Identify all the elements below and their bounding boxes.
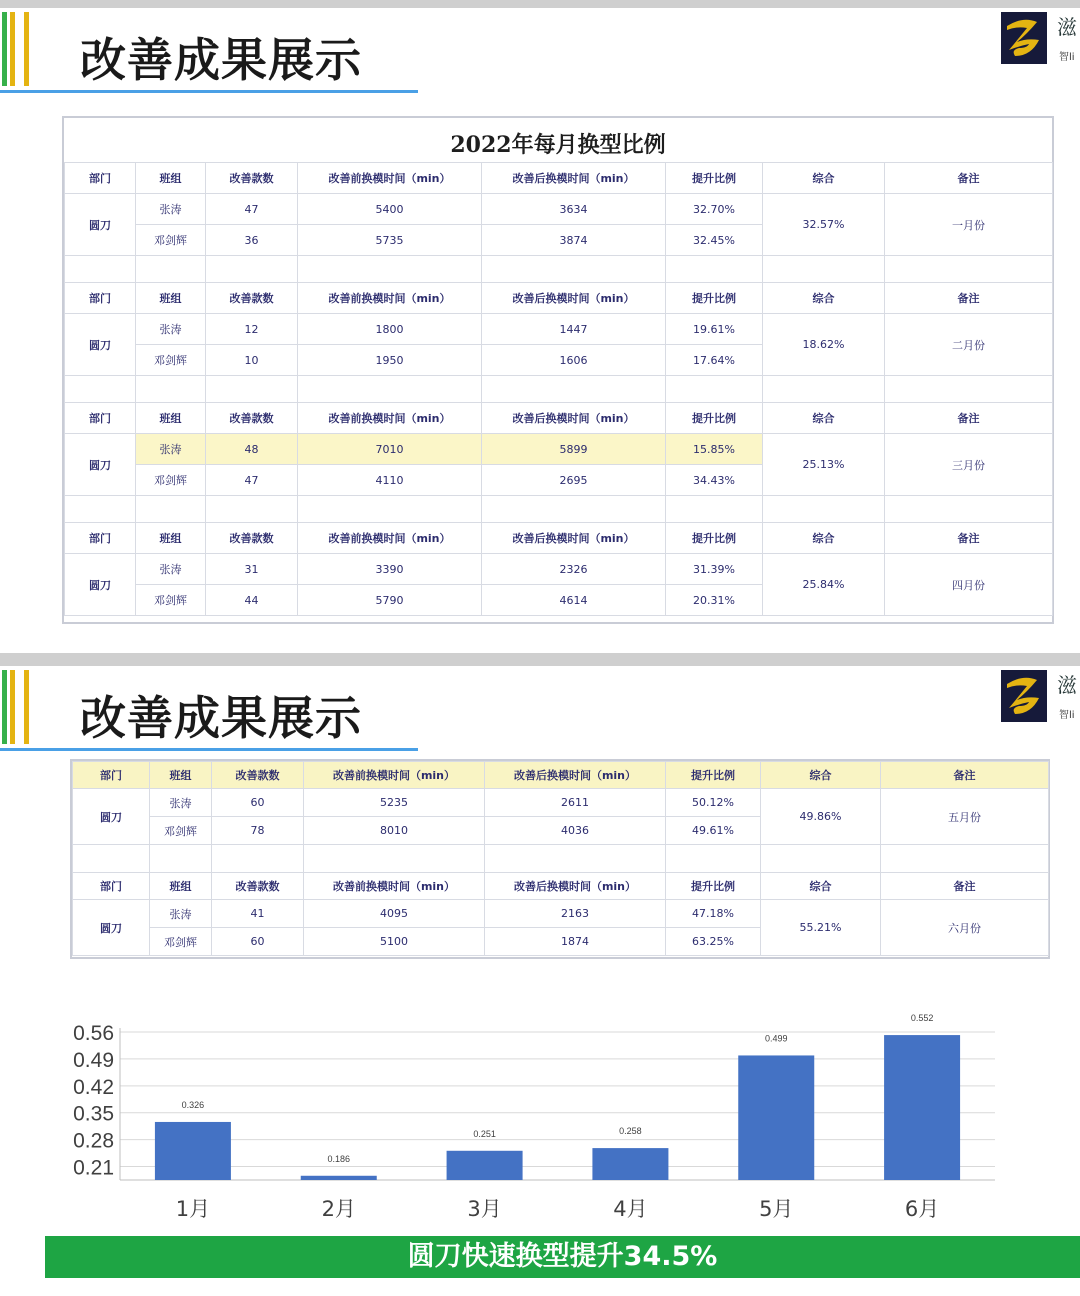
column-header: 备注 [881, 873, 1049, 900]
table-cell: 8010 [304, 817, 485, 845]
table-cell: 63.25% [666, 928, 761, 956]
table-cell: 3874 [482, 225, 666, 256]
table-header-row [65, 523, 1053, 554]
table-cell: 47 [206, 465, 298, 496]
data-label: 0.186 [327, 1153, 351, 1164]
column-header: 部门 [65, 283, 136, 314]
column-header: 提升比例 [666, 163, 763, 194]
note-cell: 三月份 [885, 434, 1053, 496]
y-tick-label: 0.35 [73, 1102, 114, 1126]
table-row [65, 194, 1053, 225]
column-header: 部门 [65, 403, 136, 434]
column-header: 提升比例 [666, 873, 761, 900]
column-header: 改善款数 [206, 283, 298, 314]
table-cell: 47.18% [666, 900, 761, 928]
table-cell: 12 [206, 314, 298, 345]
column-header: 改善款数 [206, 403, 298, 434]
table-cell: 47 [206, 194, 298, 225]
table-cell: 44 [206, 585, 298, 616]
column-header: 备注 [885, 523, 1053, 554]
table-cell: 49.61% [666, 817, 761, 845]
dept-cell: 圆刀 [73, 900, 150, 956]
bar-6 [884, 1035, 960, 1180]
dept-cell: 圆刀 [65, 554, 136, 616]
table-cell: 2163 [485, 900, 666, 928]
table-cell: 邓剑辉 [136, 465, 206, 496]
total-cell: 49.86% [761, 789, 881, 845]
x-tick-label: 5月 [759, 1197, 794, 1221]
table-header-row [65, 163, 1053, 194]
logo-subtext: 智li [1059, 52, 1075, 63]
column-header: 部门 [73, 873, 150, 900]
table-cell: 10 [206, 345, 298, 376]
column-header: 改善后换模时间（min） [482, 523, 666, 554]
column-header: 改善前换模时间（min） [304, 873, 485, 900]
note-cell: 四月份 [885, 554, 1053, 616]
table-title: 2022年每月换型比例 [450, 132, 666, 158]
column-header: 改善款数 [206, 523, 298, 554]
column-header: 改善后换模时间（min） [482, 283, 666, 314]
spacer-row [73, 845, 1049, 873]
y-tick-label: 0.49 [73, 1048, 114, 1072]
table-cell: 张涛 [150, 789, 212, 817]
column-header: 班组 [136, 523, 206, 554]
table-header-row [73, 873, 1049, 900]
page-title: 改善成果展示 [80, 691, 362, 745]
summary-banner [45, 1236, 1080, 1278]
table-cell: 41 [212, 900, 304, 928]
spacer-row [65, 256, 1053, 283]
ratio-table-panel-2 [70, 759, 1050, 959]
note-cell: 六月份 [881, 900, 1049, 956]
table-cell: 31.39% [666, 554, 763, 585]
y-tick-label: 0.21 [73, 1156, 114, 1180]
table-cell: 2326 [482, 554, 666, 585]
table-cell: 4095 [304, 900, 485, 928]
table-cell: 邓剑辉 [150, 928, 212, 956]
table-row [73, 789, 1049, 817]
note-cell: 二月份 [885, 314, 1053, 376]
data-label: 0.499 [764, 1033, 788, 1044]
data-label: 0.258 [619, 1126, 642, 1137]
total-cell: 32.57% [763, 194, 885, 256]
table-cell: 5400 [298, 194, 482, 225]
column-header: 综合 [763, 283, 885, 314]
y-tick-label: 0.28 [73, 1129, 114, 1153]
x-tick-label: 1月 [175, 1197, 211, 1221]
table-cell: 邓剑辉 [150, 817, 212, 845]
table-cell: 31 [206, 554, 298, 585]
spacer-row [65, 376, 1053, 403]
table-cell: 1950 [298, 345, 482, 376]
bar-2 [301, 1176, 377, 1180]
logo-text: 滋 [1057, 673, 1077, 697]
monthly-ratio-table-2 [72, 761, 1049, 956]
dept-cell: 圆刀 [65, 314, 136, 376]
company-logo [1001, 12, 1047, 64]
monthly-ratio-table [64, 162, 1053, 616]
table-cell: 7010 [298, 434, 482, 465]
slide-1 [0, 8, 1080, 653]
note-cell: 一月份 [885, 194, 1053, 256]
table-cell: 1874 [485, 928, 666, 956]
bar-1 [155, 1122, 231, 1180]
ratio-table-panel [62, 116, 1054, 624]
title-accent-bars [2, 670, 32, 744]
column-header: 部门 [65, 523, 136, 554]
column-header: 班组 [136, 403, 206, 434]
table-cell: 36 [206, 225, 298, 256]
data-label: 0.251 [473, 1128, 496, 1139]
table-cell: 张涛 [136, 194, 206, 225]
column-header: 部门 [65, 163, 136, 194]
column-header: 备注 [885, 403, 1053, 434]
table-cell: 5735 [298, 225, 482, 256]
table-row [73, 900, 1049, 928]
total-cell: 25.84% [763, 554, 885, 616]
table-header-row [73, 762, 1049, 789]
table-row [65, 554, 1053, 585]
column-header: 综合 [763, 403, 885, 434]
table-cell: 4110 [298, 465, 482, 496]
bar-5 [738, 1055, 814, 1180]
bar-4 [592, 1148, 668, 1180]
table-cell: 50.12% [666, 789, 761, 817]
column-header: 改善后换模时间（min） [482, 163, 666, 194]
column-header: 班组 [136, 163, 206, 194]
column-header: 班组 [136, 283, 206, 314]
column-header: 综合 [763, 523, 885, 554]
improvement-bar-chart [73, 1013, 1010, 1248]
column-header: 综合 [761, 762, 881, 789]
y-tick-label: 0.42 [73, 1075, 114, 1099]
table-cell: 17.64% [666, 345, 763, 376]
bar-chart-svg [73, 1013, 1010, 1248]
column-header: 改善前换模时间（min） [304, 762, 485, 789]
total-cell: 55.21% [761, 900, 881, 956]
x-tick-label: 4月 [613, 1197, 648, 1221]
column-header: 班组 [150, 762, 212, 789]
table-cell: 5790 [298, 585, 482, 616]
note-cell: 五月份 [881, 789, 1049, 845]
table-cell: 2611 [485, 789, 666, 817]
page-title: 改善成果展示 [80, 33, 362, 87]
table-cell: 32.45% [666, 225, 763, 256]
column-header: 改善前换模时间（min） [298, 163, 482, 194]
table-cell: 34.43% [666, 465, 763, 496]
dept-cell: 圆刀 [65, 434, 136, 496]
table-cell: 邓剑辉 [136, 225, 206, 256]
company-logo [1001, 670, 1047, 722]
summary-banner-text: 圆刀快速换型提升34.5% [407, 1241, 718, 1272]
table-cell: 32.70% [666, 194, 763, 225]
logo-text: 滋 [1057, 15, 1077, 39]
column-header: 改善前换模时间（min） [298, 283, 482, 314]
table-row [65, 434, 1053, 465]
spacer-row [65, 496, 1053, 523]
total-cell: 25.13% [763, 434, 885, 496]
table-cell: 5899 [482, 434, 666, 465]
table-cell: 5235 [304, 789, 485, 817]
column-header: 改善后换模时间（min） [485, 873, 666, 900]
x-tick-label: 6月 [904, 1197, 940, 1221]
table-cell: 5100 [304, 928, 485, 956]
table-cell: 19.61% [666, 314, 763, 345]
column-header: 提升比例 [666, 403, 763, 434]
logo-subtext: 智li [1059, 710, 1075, 721]
table-cell: 1606 [482, 345, 666, 376]
title-underline [0, 748, 418, 751]
column-header: 改善前换模时间（min） [298, 523, 482, 554]
table-header-row [65, 403, 1053, 434]
table-cell: 3634 [482, 194, 666, 225]
column-header: 改善款数 [206, 163, 298, 194]
column-header: 改善款数 [212, 873, 304, 900]
dept-cell: 圆刀 [65, 194, 136, 256]
table-cell: 邓剑辉 [136, 345, 206, 376]
table-cell: 4614 [482, 585, 666, 616]
column-header: 综合 [763, 163, 885, 194]
y-tick-label: 0.56 [73, 1022, 114, 1045]
x-tick-label: 3月 [467, 1197, 502, 1221]
title-underline [0, 90, 418, 93]
table-cell: 20.31% [666, 585, 763, 616]
table-cell: 张涛 [136, 314, 206, 345]
column-header: 部门 [73, 762, 150, 789]
column-header: 备注 [881, 762, 1049, 789]
table-cell: 60 [212, 789, 304, 817]
table-cell: 张涛 [136, 434, 206, 465]
column-header: 改善后换模时间（min） [482, 403, 666, 434]
column-header: 提升比例 [666, 283, 763, 314]
table-cell: 邓剑辉 [136, 585, 206, 616]
data-label: 0.326 [181, 1099, 205, 1110]
column-header: 备注 [885, 283, 1053, 314]
column-header: 班组 [150, 873, 212, 900]
column-header: 综合 [761, 873, 881, 900]
data-label: 0.552 [910, 1013, 934, 1024]
column-header: 提升比例 [666, 762, 761, 789]
table-cell: 1800 [298, 314, 482, 345]
table-cell: 4036 [485, 817, 666, 845]
table-header-row [65, 283, 1053, 314]
title-accent-bars [2, 12, 32, 86]
column-header: 备注 [885, 163, 1053, 194]
column-header: 改善前换模时间（min） [298, 403, 482, 434]
total-cell: 18.62% [763, 314, 885, 376]
table-cell: 1447 [482, 314, 666, 345]
slide-2 [0, 666, 1080, 1296]
dept-cell: 圆刀 [73, 789, 150, 845]
column-header: 改善后换模时间（min） [485, 762, 666, 789]
table-cell: 78 [212, 817, 304, 845]
table-row [65, 314, 1053, 345]
table-cell: 张涛 [136, 554, 206, 585]
table-cell: 60 [212, 928, 304, 956]
table-cell: 15.85% [666, 434, 763, 465]
table-cell: 2695 [482, 465, 666, 496]
column-header: 改善款数 [212, 762, 304, 789]
table-cell: 48 [206, 434, 298, 465]
table-cell: 3390 [298, 554, 482, 585]
x-tick-label: 2月 [321, 1197, 356, 1221]
bar-3 [447, 1151, 523, 1180]
column-header: 提升比例 [666, 523, 763, 554]
table-cell: 张涛 [150, 900, 212, 928]
